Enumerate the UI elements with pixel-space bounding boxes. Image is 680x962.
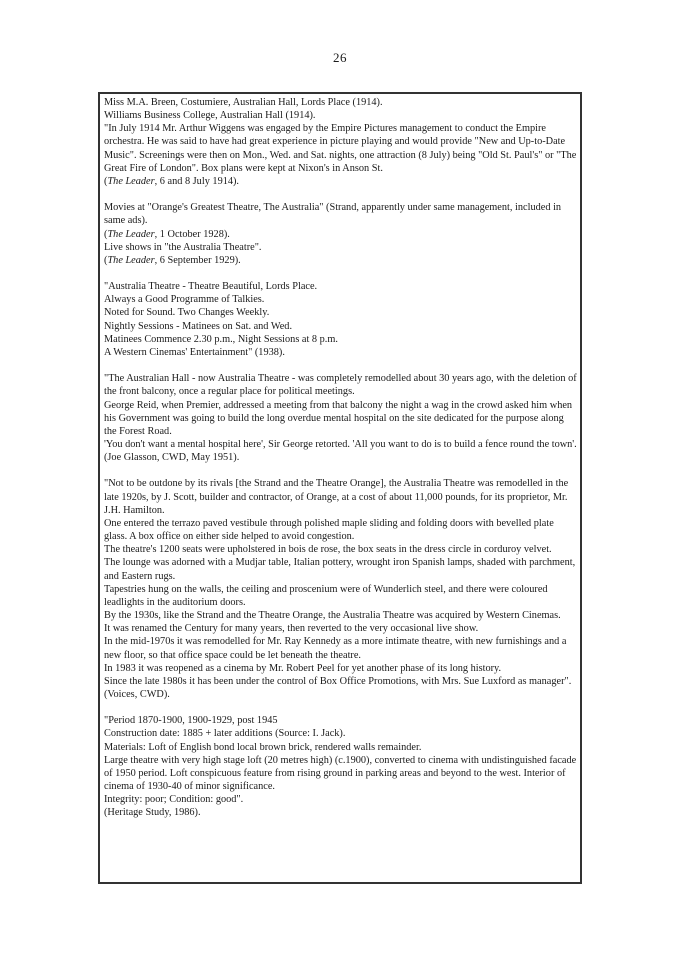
text-line: Large theatre with very high stage loft (20 metres high) (c.1900), converted to cinema with undistinguished facade of 1950 period. Loft conspicuous feature from rising ground in parking areas and beyond to the west. Interior of cinema of 1930-40 of minor significance.: [104, 754, 577, 793]
text-line: Miss M.A. Breen, Costumiere, Australian Hall, Lords Place (1914).: [104, 97, 383, 108]
text-line: Since the late 1980s it has been under the control of Box Office Promotions, with Mrs. Sue Luxford as manager".: [104, 675, 572, 687]
paragraph-glasson-1951: [104, 372, 578, 464]
text-line: 'You don't want a mental hospital here', Sir George retorted. 'All you want to do is to build a fence round the town'.: [104, 439, 577, 451]
text-line: Live shows in "the Australia Theatre".: [104, 241, 262, 253]
paragraph-empire-orchestra: [104, 96, 578, 188]
citation: (The Leader, 1 October 1928).: [104, 228, 230, 240]
text-line: "The Australian Hall - now Australia Theatre - was completely remodelled about 30 years ago, with the deletion of the front balcony, once a regular place for political meetings.: [104, 373, 577, 398]
text-line: A Western Cinemas' Entertainment" (1938).: [104, 346, 285, 358]
paragraph-movies: [104, 201, 578, 267]
text-line: (Voices, CWD).: [104, 688, 170, 700]
text-line: The lounge was adorned with a Mudjar table, Italian pottery, wrought iron Spanish lamps, shaded with parchment, and Eastern rugs.: [104, 557, 576, 582]
citation-title: The Leader: [107, 254, 155, 266]
text-line: Williams Business College, Australian Hall (1914).: [104, 110, 316, 122]
text-line: Tapestries hung on the walls, the ceiling and proscenium were of Wunderlich steel, and there were coloured leadlights in the auditorium doors.: [104, 583, 548, 608]
page-number: 26: [333, 50, 347, 65]
paragraph-voices-cwd: [104, 477, 578, 701]
paragraph-heritage-study: [104, 714, 578, 819]
citation: (The Leader, 6 September 1929).: [104, 254, 241, 266]
text-line: "In July 1914 Mr. Arthur Wiggens was engaged by the Empire Pictures management to conduct the Empire orchestra. He was said to have had great experience in picture playing and would provide "New and Up-to-Date Music". Screenings were then on Mon., Wed. and Sat. nights, one attraction (8 July) being "Old St. Paul's" or "The Great Fire of London". Box plans were kept at Nixon's in Anson St.: [104, 123, 577, 174]
text-line: Movies at "Orange's Greatest Theatre, The Australia" (Strand, apparently under same management, included in same ads).: [104, 202, 562, 227]
text-line: (Heritage Study, 1986).: [104, 807, 201, 819]
citation-title: The Leader: [107, 228, 155, 240]
document-body: [104, 96, 578, 820]
text-line: In the mid-1970s it was remodelled for Mr. Ray Kennedy as a more intimate theatre, with new furnishings and a new floor, so that office space could be let beneath the theatre.: [104, 636, 567, 661]
text-line: "Not to be outdone by its rivals [the Strand and the Theatre Orange], the Australia Theatre was remodelled in the late 1920s, by J. Scott, builder and contractor, of Orange, at a cost of about 11,000 pounds, for its proprietor, Mr. J.H. Hamilton.: [104, 478, 569, 516]
text-line: Matinees Commence 2.30 p.m., Night Sessions at 8 p.m.: [104, 333, 338, 345]
text-line: Construction date: 1885 + later additions (Source: I. Jack).: [104, 728, 346, 740]
text-line: By the 1930s, like the Strand and the Theatre Orange, the Australia Theatre was acquired by Western Cinemas.: [104, 610, 561, 622]
text-line: In 1983 it was reopened as a cinema by Mr. Robert Peel for yet another phase of its long history.: [104, 662, 502, 674]
text-line: Always a Good Programme of Talkies.: [104, 294, 265, 306]
text-line: "Period 1870-1900, 1900-1929, post 1945: [104, 715, 278, 727]
text-line: Noted for Sound. Two Changes Weekly.: [104, 307, 270, 319]
text-line: Integrity: poor; Condition: good".: [104, 794, 244, 806]
text-line: The theatre's 1200 seats were upholstered in bois de rose, the box seats in the dress circle in corduroy velvet.: [104, 544, 552, 556]
text-line: One entered the terrazo paved vestibule through polished maple sliding and folding doors with bevelled plate glass. A box office on either side helped to avoid congestion.: [104, 517, 554, 543]
citation-title: The Leader: [107, 175, 155, 187]
text-line: "Australia Theatre - Theatre Beautiful, Lords Place.: [104, 281, 318, 293]
text-line: (Joe Glasson, CWD, May 1951).: [104, 452, 240, 464]
paragraph-advertisement-1938: [104, 280, 578, 359]
text-line: Materials: Loft of English bond local brown brick, rendered walls remainder.: [104, 741, 422, 753]
text-line: Nightly Sessions - Matinees on Sat. and Wed.: [104, 320, 293, 332]
text-line: George Reid, when Premier, addressed a meeting from that balcony the night a wag in the crowd asked him when his Government was going to build the long overdue mental hospital on the site dedicated for the purpose along the Forest Road.: [104, 399, 573, 437]
text-line: It was renamed the Century for many years, then reverted to the very occasional live show.: [104, 623, 479, 635]
citation: (The Leader, 6 and 8 July 1914).: [104, 175, 240, 187]
